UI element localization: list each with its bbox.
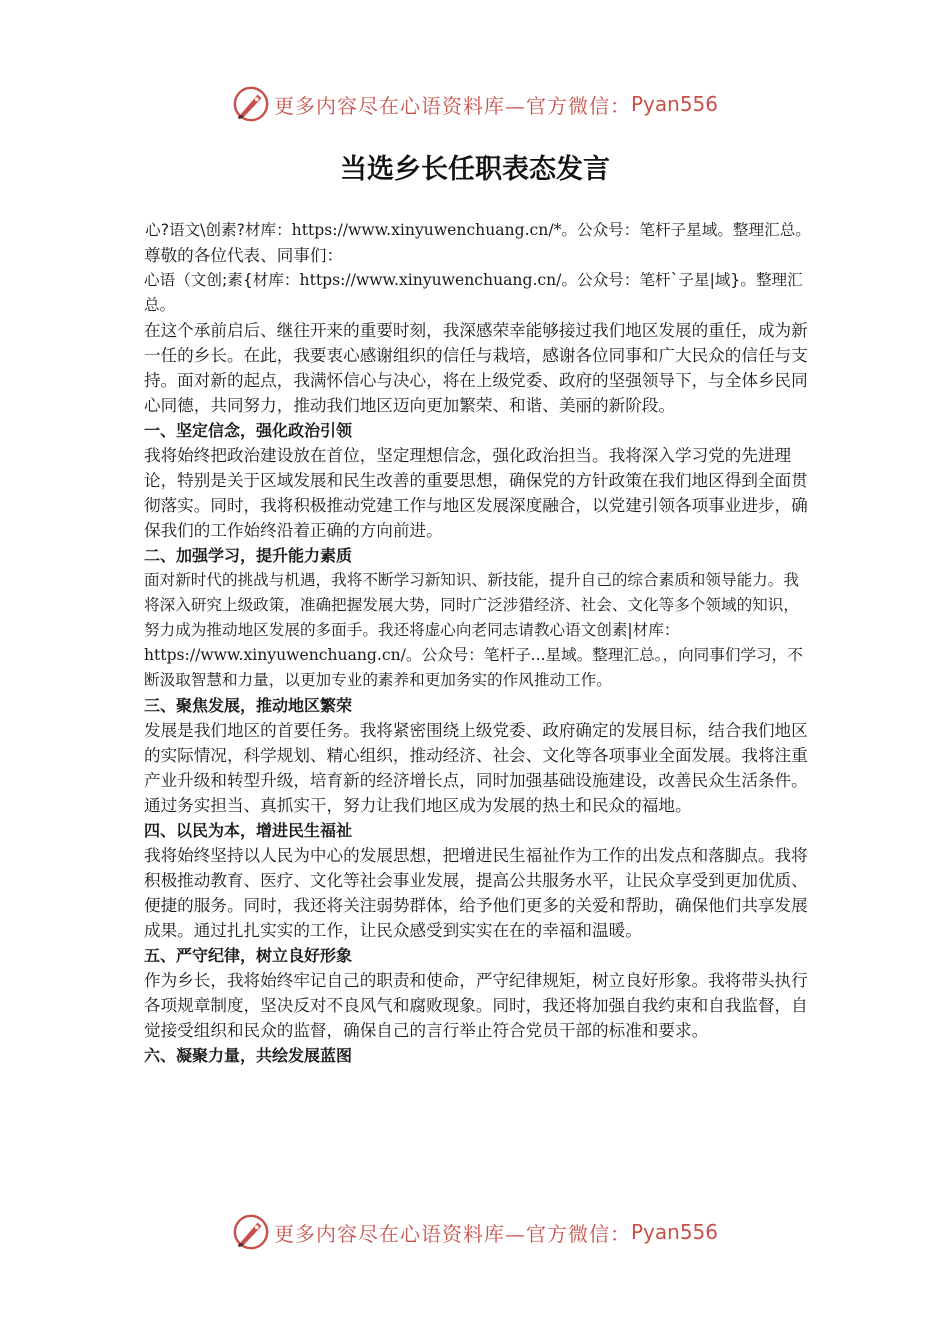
banner-text: 更多内容尽在心语资料库—官方微信： — [273, 93, 631, 118]
section-body-1: 我将始终把政治建设放在首位，坚定理想信念，强化政治担当。我将深入学习党的先进理论，特别是关于区域发展和民生改善的重要思想，确保党的方针政策在我们地区得到全面贯彻落实。同时，我将积极推动党建工作与地区发展深度融合，以党建引领各项事业进步，确保我们的工作始终沿着正确的方向前进。 — [144, 446, 808, 540]
intro-paragraph: 在这个承前启后、继往开来的重要时刻，我深感荣幸能够接过我们地区发展的重任，成为新一任的乡长。在此，我要衷心感谢组织的信任与栽培，感谢各位同事和广大民众的信任与支持。面对新的起点，我满怀信心与决心，将在上级党委、政府的坚强领导下，与全体乡民同心同德，共同努力，推动我们地区迈向更加繁荣、和谐、美丽的新阶段。 — [144, 321, 808, 415]
section-body-4: 我将始终坚持以人民为中心的发展思想，把增进民生福祉作为工作的出发点和落脚点。我将积极推动教育、医疗、文化等社会事业发展，提高公共服务水平，让民众享受到更加优质、便捷的服务。同时，我还将关注弱势群体，给予他们更多的关爱和帮助，确保他们共享发展成果。通过扎扎实实的工作，让民众感受到实实在在的幸福和温暖。 — [144, 846, 808, 940]
source-line-2-part2: 。公众号：笔杆`子星|域}。整理汇总。 — [144, 271, 803, 314]
section-body-2-part1: 面对新时代的挑战与机遇，我将不断学习新知识、新技能，提升自己的综合素质和领导能力。我将深入研究上级政策，准确把握发展大势，同时广泛涉猎经济、社会、文化等多个领域的知识，努力成为推动地区发展的多面手。我还将虚心向老同志请教心语文创素|材库： — [144, 571, 799, 639]
source-line-2-part1: 心语（文创;素{材库： — [144, 271, 300, 289]
pen-nib-logo-icon — [232, 1213, 270, 1251]
section-body-2 — [144, 568, 812, 693]
greeting: 尊敬的各位代表、同事们： — [144, 246, 344, 265]
source-line — [144, 218, 812, 243]
source-line-part2: 。公众号：笔杆子星域。整理汇总。 — [561, 221, 811, 239]
banner-wechat-id: Pyan556 — [630, 92, 718, 116]
section-body-3: 发展是我们地区的首要任务。我将紧密围绕上级党委、政府确定的发展目标，结合我们地区的实际情况，科学规划、精心组织，推动经济、社会、文化等各项事业全面发展。我将注重产业升级和转型升级，培育新的经济增长点，同时加强基础设施建设，改善民众生活条件。通过务实担当、真抓实干，努力让我们地区成为发展的热土和民众的福地。 — [144, 721, 808, 815]
source-line-2-url: https://www.xinyuwenchuang.cn/ — [299, 271, 562, 289]
footer-banner — [0, 1212, 950, 1252]
section-heading-3: 三、聚焦发展，推动地区繁荣 — [144, 696, 353, 715]
document-body — [144, 218, 812, 1068]
section-heading-6: 六、凝聚力量，共绘发展蓝图 — [144, 1046, 353, 1065]
source-line-2 — [144, 268, 812, 318]
section-body-2-url: https://www.xinyuwenchuang.cn/ — [144, 646, 406, 664]
banner-text: 更多内容尽在心语资料库—官方微信： — [273, 1221, 631, 1246]
section-heading-1: 一、坚定信念，强化政治引领 — [144, 421, 353, 440]
source-line-url: https://www.xinyuwenchuang.cn/* — [291, 221, 562, 239]
section-heading-2: 二、加强学习，提升能力素质 — [144, 546, 353, 565]
section-heading-4: 四、以民为本，增进民生福祉 — [144, 821, 353, 840]
header-banner — [0, 84, 950, 124]
banner-wechat-id: Pyan556 — [630, 1220, 718, 1244]
section-heading-5: 五、严守纪律，树立良好形象 — [144, 946, 353, 965]
source-line-part1: 心?语文\创素?材库： — [145, 221, 292, 239]
pen-nib-logo-icon — [232, 85, 270, 123]
section-body-5: 作为乡长，我将始终牢记自己的职责和使命，严守纪律规矩，树立良好形象。我将带头执行各项规章制度，坚决反对不良风气和腐败现象。同时，我还将加强自我约束和自我监督，自觉接受组织和民众的监督，确保自己的言行举止符合党员干部的标准和要求。 — [144, 971, 808, 1040]
document-title: 当选乡长任职表态发言 — [340, 154, 610, 185]
section-body-2-part2: 。公众号：笔杆子...星域。整理汇总。，向同事们学习，不断汲取智慧和力量，以更加专业的素养和更加务实的作风推动工作。 — [144, 646, 803, 689]
